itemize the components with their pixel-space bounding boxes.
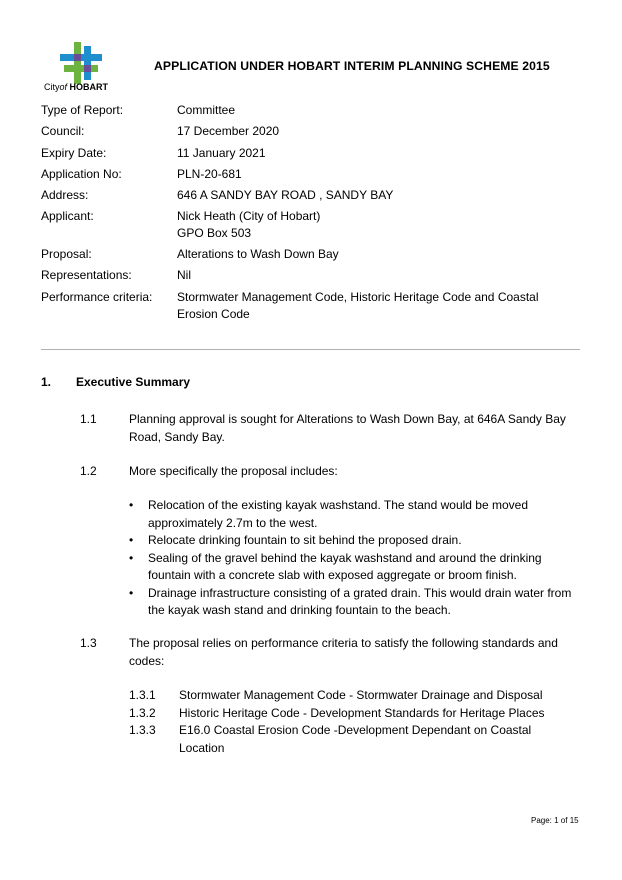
bullet-icon: • xyxy=(129,533,134,547)
paragraph-number-1-1: 1.1 xyxy=(80,412,97,426)
field-value-performance-criteria: Stormwater Management Code, Historic Heritage Code and Coastal xyxy=(177,290,539,304)
paragraph-text-1-2: More specifically the proposal includes: xyxy=(129,464,338,478)
section-number: 1. xyxy=(41,375,52,389)
field-label-expiry-date: Expiry Date: xyxy=(41,146,107,160)
list-item xyxy=(129,585,581,620)
field-value-application-no: PLN-20-681 xyxy=(177,167,242,181)
field-label-performance-criteria: Performance criteria: xyxy=(41,290,153,304)
field-value-representations: Nil xyxy=(177,268,191,282)
bullet-icon: • xyxy=(129,550,134,565)
sub-item-text-1-3-2: Historic Heritage Code - Development Standards for Heritage Places xyxy=(179,706,545,720)
sub-item-text-1-3-1: Stormwater Management Code - Stormwater Drainage and Disposal xyxy=(179,688,543,702)
sub-item-number-1-3-1: 1.3.1 xyxy=(129,688,156,702)
bullet-text: Drainage infrastructure consisting of a grated drain. This would drain water from the kayak wash stand and drinking fountain to the beach. xyxy=(148,585,572,617)
bullet-text: Sealing of the gravel behind the kayak washstand and around the drinking fountain with a concrete slab with exposed aggregate or broom finish. xyxy=(148,550,542,582)
field-label-type-of-report: Type of Report: xyxy=(41,103,124,117)
field-value-applicant-address: GPO Box 503 xyxy=(177,226,252,240)
bullet-icon: • xyxy=(129,498,134,512)
section-divider xyxy=(41,349,580,350)
logo-text-city: City xyxy=(44,82,60,92)
list-item xyxy=(129,497,581,532)
sub-item-text-1-3-3: E16.0 Coastal Erosion Code -Development Dependant on Coastal Location xyxy=(179,723,532,755)
field-label-application-no: Application No: xyxy=(41,167,122,181)
paragraph-number-1-2: 1.2 xyxy=(80,464,97,478)
paragraph-number-1-3: 1.3 xyxy=(80,636,97,650)
field-value-council: 17 December 2020 xyxy=(177,124,280,138)
field-value-performance-criteria-cont: Erosion Code xyxy=(177,307,250,321)
field-label-representations: Representations: xyxy=(41,268,132,282)
field-value-type-of-report: Committee xyxy=(177,103,236,117)
field-value-expiry-date: 11 January 2021 xyxy=(177,146,266,160)
field-value-applicant: Nick Heath (City of Hobart) xyxy=(177,209,321,223)
bullet-icon: • xyxy=(129,585,134,600)
sub-item-number-1-3-2: 1.3.2 xyxy=(129,706,156,720)
bullet-text: Relocation of the existing kayak washstand. The stand would be moved approximately 2.7m to the west. xyxy=(148,498,529,530)
bullet-text: Relocate drinking fountain to sit behind the proposed drain. xyxy=(148,533,462,547)
field-label-applicant: Applicant: xyxy=(41,209,94,223)
field-value-address: 646 A SANDY BAY ROAD , SANDY BAY xyxy=(177,188,394,202)
logo-wordmark xyxy=(44,82,108,92)
sub-item-number-1-3-3: 1.3.3 xyxy=(129,723,156,737)
page-number: Page: 1 of 15 xyxy=(531,816,579,825)
field-value-proposal: Alterations to Wash Down Bay xyxy=(177,247,339,261)
paragraph-text-1-1: Planning approval is sought for Alterations to Wash Down Bay, at 646A Sandy Bay Road, Sandy Bay. xyxy=(129,412,566,444)
field-label-council: Council: xyxy=(41,124,85,138)
field-label-address: Address: xyxy=(41,188,89,202)
logo-text-of: of xyxy=(59,82,68,92)
logo-text-hobart: HOBART xyxy=(69,82,109,92)
list-item xyxy=(129,532,581,550)
paragraph-text-1-3: The proposal relies on performance criteria to satisfy the following standards and codes: xyxy=(129,636,558,668)
document-title: APPLICATION UNDER HOBART INTERIM PLANNING SCHEME 2015 xyxy=(154,59,550,73)
list-item xyxy=(129,550,581,585)
section-heading: Executive Summary xyxy=(76,375,191,389)
proposal-bullet-list xyxy=(129,497,581,620)
city-of-hobart-logo-icon xyxy=(60,42,102,84)
field-label-proposal: Proposal: xyxy=(41,247,92,261)
